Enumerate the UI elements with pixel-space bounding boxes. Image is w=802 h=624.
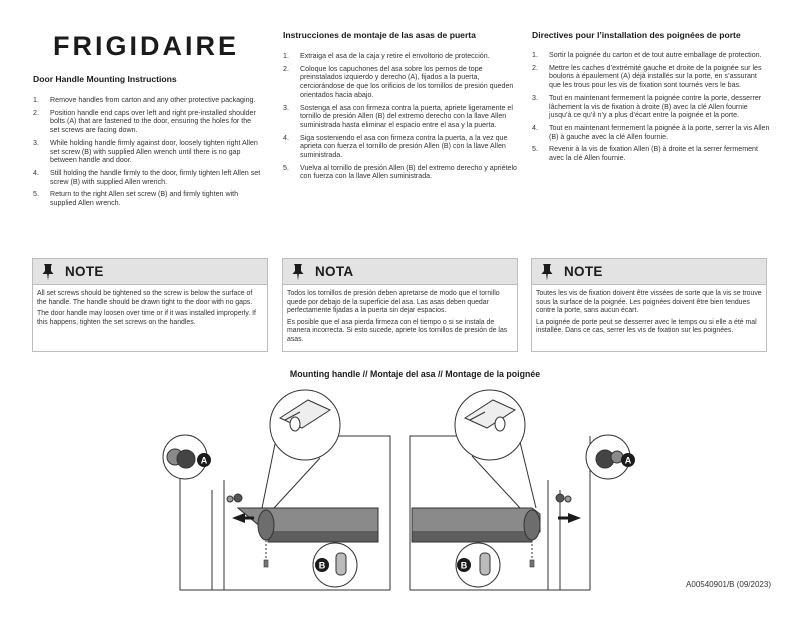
note-text: Toutes les vis de fixation doivent être vissées de sorte que la vis se trouve sous la surface de la poignée. Les poignées doivent être bien tendues contre la porte, sans aucun écart. — [536, 290, 762, 315]
mounting-diagram — [150, 380, 650, 592]
french-steps — [532, 51, 770, 163]
step-item: 5. Revenir à la vis de fixation Allen (B) à droite et la serrer fermement avec la clé Allen fournie. — [532, 145, 758, 163]
spanish-steps — [283, 52, 518, 181]
callout-b-label: B — [460, 560, 468, 571]
step-item: 2. Position handle end caps over left and right pre-installed shoulder bolts (A) that are fastened to the door, ensuring the holes for the set screws are facing down. — [33, 108, 256, 135]
english-title: Door Handle Mounting Instructions — [33, 74, 177, 84]
callout-a-right — [621, 453, 635, 467]
spanish-instructions — [283, 30, 518, 185]
step-item: 3. While holding handle firmly against door, loosely tighten right Allen set screw (B) with supplied Allen wrench until there is no gap between handle and door. — [33, 138, 258, 165]
brand-logo: FRIGIDAIRE — [53, 31, 240, 61]
note-header — [33, 259, 267, 285]
step-item: 4. Still holding the handle firmly to the door, firmly tighten left Allen set screw (B) with supplied Allen wrench. — [33, 168, 261, 186]
step-item: 1. Remove handles from carton and any other protective packaging. — [33, 96, 256, 104]
callout-a-label: A — [200, 455, 208, 466]
pushpin-icon — [291, 263, 305, 281]
french-note-box — [531, 258, 767, 352]
note-label: NOTE — [65, 264, 104, 279]
note-header — [532, 259, 766, 285]
note-label: NOTE — [564, 264, 603, 279]
step-item: 4. Tout en maintenant fermement la poignée à la porte, serrer la vis Allen (B) à gauche avec la clé Allen fournie. — [532, 123, 770, 141]
callout-b-left — [315, 558, 329, 572]
pushpin-icon — [41, 263, 55, 281]
callout-b-right — [457, 558, 471, 572]
diagram-caption: Mounting handle // Montaje del asa // Montage de la poignée — [289, 369, 541, 379]
french-title: Directives pour l’installation des poignées de porte — [532, 30, 741, 40]
step-item: 2. Coloque los capuchones del asa sobre los pernos de tope preinstalados izquierdo y derecho (A), fijados a la puerta, cerciorándose de que los orificios de los tornillos de presión queden orientados hacia abajo. — [283, 64, 514, 99]
step-item: 3. Tout en maintenant fermement la poignée contre la porte, desserrer lâchement la vis de fixation à droite (B) avec la clé Allen fournie jusqu’à ce qu’il n’y a plus d’écart entre la poignée et la porte. — [532, 93, 762, 120]
left-mounting-view — [163, 390, 390, 590]
right-mounting-view — [410, 390, 630, 590]
note-header — [283, 259, 517, 285]
step-item: 1. Sortir la poignée du carton et de tout autre emballage de protection. — [532, 51, 762, 59]
step-item: 5. Return to the right Allen set screw (B) and firmly tighten with supplied Allen wrench. — [33, 190, 239, 208]
spanish-note-box — [282, 258, 518, 352]
english-instructions — [33, 74, 261, 212]
callout-a-label: A — [624, 455, 632, 466]
english-steps — [33, 96, 261, 208]
step-item: 5. Vuelva al tornillo de presión Allen (B) del extremo derecho y apriételo con fuerza con la llave Allen suministrada. — [283, 163, 518, 181]
english-note-box — [32, 258, 268, 352]
note-label: NOTA — [315, 264, 354, 279]
document-code: A00540901/B (09/2023) — [686, 580, 771, 589]
step-item: 1. Extraiga el asa de la caja y retire el envoltorio de protección. — [283, 52, 490, 60]
note-text: All set screws should be tightened so the screw is below the surface of the handle. The handle should be drawn tight to the door with no gaps. — [37, 290, 253, 306]
step-item: 4. Siga sosteniendo el asa con firmeza contra la puerta, a la vez que aprieta con fuerza el tornillo de presión Allen (B) con la llave Allen suministrada. — [283, 133, 508, 160]
callout-a-left — [197, 453, 211, 467]
note-text: The door handle may loosen over time or if it was installed improperly. If this happens, tighten the set screws on the handles. — [37, 310, 256, 326]
note-text: Es posible que el asa pierda firmeza con el tiempo o si se instala de manera incorrecta. Si esto sucede, apriete los tornillos de presión de las asas. — [287, 318, 508, 343]
callout-b-label: B — [318, 560, 326, 571]
spanish-title: Instrucciones de montaje de las asas de puerta — [283, 30, 476, 40]
french-instructions — [532, 30, 770, 167]
step-item: 3. Sostenga el asa con firmeza contra la puerta, apriete ligeramente el tornillo de presión Allen (B) del extremo derecho con la llave Allen suministrada hasta eliminar el espacio entre el asa y la puerta. — [283, 103, 513, 129]
pushpin-icon — [540, 263, 554, 281]
note-text: Todos los tornillos de presión deben apretarse de modo que el tornillo quede por debajo de la superficie del asa. Las asas deben quedar perfectamente fijadas a la puerta sin dejar espacios. — [287, 290, 500, 315]
note-text: La poignée de porte peut se desserrer avec le temps ou si elle a été mal installée. Dans ce cas, serrer les vis de fixation sur les poignées. — [536, 318, 757, 335]
step-item: 2. Mettre les caches d’extrémité gauche et droite de la poignée sur les boulons à épaulement (A) déjà installés sur la porte, en s’assurant que les trous pour les vis de fixation sont tournés vers le bas. — [532, 63, 762, 90]
